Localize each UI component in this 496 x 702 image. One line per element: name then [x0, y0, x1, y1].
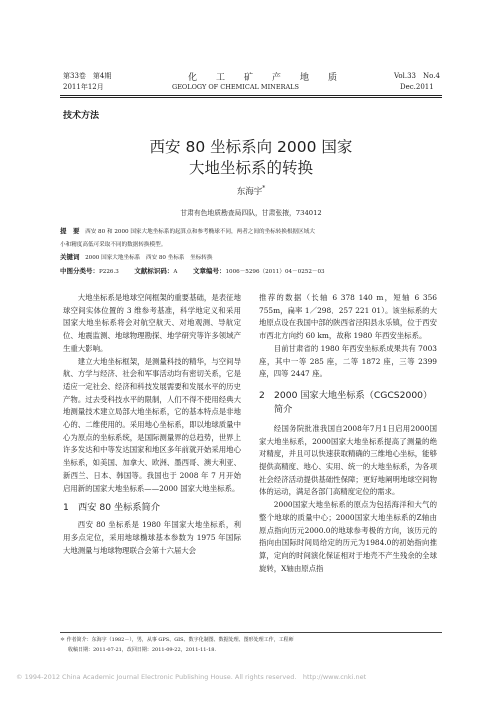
journal-title-cn: 化 工 矿 产 地 质: [188, 73, 343, 83]
left-paragraph-2: 建立大地坐标框架，是测量科技的精华，与空间导航、方学与经济、社会和军事活动均有密切关系，它是适应一定社会、经济和科技发展需要和发展水平的历史产物。过去受科技水平的限制，人们不得不使用经典大地测量技术建立局部大地坐标系，它的基本特点是非地心的、二维使用的。采用地心坐标系，即以地球质量中心为原点的坐标系统，是国际测量界的总趋势，世界上许多发达和中等发达国家和地区多年前就开始采用地心坐标系，如美国、加拿大、欧洲、墨西哥、澳大利亚、新西兰、日本、韩国等。我国也于 2008 年 7 月开始启用新的国家大地坐标系——2000 国家大地坐标系。: [63, 356, 241, 493]
right-paragraph-2: 目前甘肃省的 1980 年西安坐标系成果共有 7003 座，其中一等 285 座，二等 1872 座，三等 2399 座，四等 2447 座。: [259, 343, 437, 379]
header-rule-bottom: [60, 97, 442, 98]
article-title-line2: 大地坐标系的转换: [188, 159, 313, 177]
left-paragraph-3: 西安 80 坐标系是 1980 年国家大地坐标系，利用多点定位，采用地球椭球基本参数为 1975 年国际大地测量与地球物理联合会第十六届大会: [63, 520, 241, 555]
footnote-block: [60, 635, 442, 655]
abstract-line2: [60, 239, 440, 252]
author-name-text: 东海宇: [236, 187, 263, 197]
abstract-text-2: 小和精度高低可采取不同的数据转换模型。: [60, 241, 167, 248]
section-heading-2-number: 2: [259, 389, 265, 401]
article-no-label: 文章编号：: [192, 266, 226, 275]
footnote-rule: [60, 632, 442, 633]
keywords-label: 关键词: [60, 253, 80, 261]
header-rule-top: [60, 95, 442, 96]
left-column: [63, 292, 241, 557]
author-affiliation: 甘肃有色地质勘查局四队，甘肃张掖，734012: [180, 209, 322, 217]
section-heading-1-text: 西安 80 坐标系简介: [78, 502, 160, 514]
abstract-label: 提 要: [60, 227, 80, 235]
header-volume-cn: 第33卷 第4期: [63, 72, 112, 80]
journal-title-en: GEOLOGY OF CHEMICAL MINERALS: [172, 83, 299, 91]
clc-label: 中图分类号：: [60, 266, 99, 275]
article-no-value: 1006－5296（2011）04－0252－03: [225, 268, 325, 275]
header-volume-en: Vol.33 No.4: [394, 72, 440, 80]
section-heading-2-text: 2000 国家大地坐标系（CGCS2000）: [274, 389, 433, 401]
author-name: [60, 185, 442, 197]
article-title-line1: 西安 80 坐标系向 2000 国家: [149, 138, 353, 156]
footnote-author-bio: ＊ 作者简介：东海宇（1982－），男，从事 GPS、GIS、数字化制图、数据处理、图形处理工作，工程师: [60, 637, 294, 643]
clc-value: P226.3: [99, 268, 119, 275]
footnote-dates: 收稿日期：2011-07-21，改回日期：2011-09-22，2011-11-18.: [68, 647, 217, 653]
right-paragraph-4: 2000国家大地坐标系的原点为包括海洋和大气的整个地球的质量中心；2000国家大地坐标系的Z轴由原点指向历元2000.0的地球参考极的方向，该历元的指向由国际时间局给定的历元为1984.0的初始指向推算，定向的时间演化保证相对于地壳不产生残余的全球旋转，X轴由原点指: [259, 500, 437, 573]
copyright-footer: © 1994-2012 China Academic Journal Electronic Publishing House. All rights reserved. http://www.cnki.net: [16, 673, 367, 681]
classification-line: [60, 265, 440, 279]
abstract-line1: [60, 225, 440, 239]
right-paragraph-1: 推荐的数据（长轴 6 378 140 m，短轴 6 356 755m，扁率 1／298．257 221 01）。该坐标系的大地原点设在我国中部的陕西省泾阳县永乐镇，位于西安市西北方向约 60 km，故称 1980 年西安坐标系。: [259, 293, 437, 341]
right-column: [259, 292, 437, 575]
doc-code-label: 文献标识码：: [134, 266, 174, 275]
author-footnote-mark: *: [262, 185, 266, 193]
section-heading-2: [259, 389, 437, 417]
doc-code-value: A: [173, 268, 178, 275]
keywords-text: 2000 国家大地坐标系 西安 80 坐标系 坐标转换: [79, 255, 213, 261]
header-date-en: Dec.2011: [400, 83, 434, 91]
section-label: 技术方法: [63, 111, 100, 121]
section-heading-1-number: 1: [63, 502, 69, 514]
section-heading-2-line1: [259, 389, 437, 403]
abstract-text-1: 西安 80 和 2000 国家大地坐标系的起算点和参考椭球不同，两者之间的坐标转换根据区域大: [79, 229, 315, 235]
right-paragraph-3: 经国务院批准我国自2008年7月1日启用2000国家大地坐标系，2000国家大地坐标系提高了测量的绝对精度，并且可以快速获取精确的三维地心坐标，能够提供高精度、地心、实用、统一的大地坐标系，为各项社会经济活动提供基础性保障；更好地阐明地球空间物体的运动，满足各部门高精度定位的需求。: [259, 423, 437, 497]
abstract-block: [60, 225, 440, 278]
section-heading-1: [63, 501, 241, 515]
section-heading-2-line2: 简介: [274, 403, 293, 415]
left-paragraph-1: 大地坐标系是地球空间框架的重要基础，是表征地球空间实体位置的 3 维参考基准，科学地定义和采用国家大地坐标系将会对航空航天、对地观测、导航定位、地震监测、地球物理勘探、地学研究等许多领域产生重大影响。: [63, 293, 241, 353]
keywords-line: [60, 251, 440, 265]
header-date-cn: 2011年12月: [63, 83, 104, 91]
